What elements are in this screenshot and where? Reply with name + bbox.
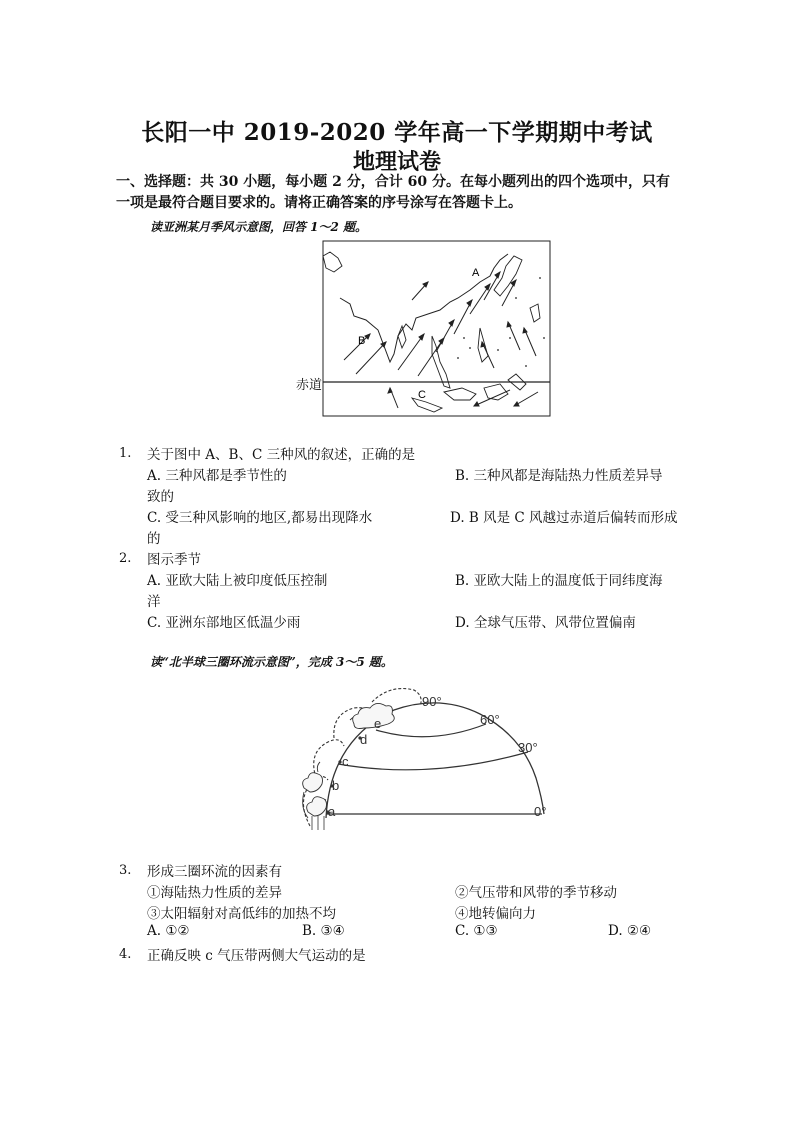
q4-number: 4.: [119, 947, 132, 962]
group2-lead: 读“北半球三圈环流示意图”，完成 3～5 题。: [150, 655, 393, 669]
lat-label-0: 0°: [534, 804, 547, 819]
exam-subtitle: 地理试卷: [352, 149, 441, 175]
latitude-60: [376, 724, 486, 737]
point-label-c: c: [342, 754, 349, 769]
q1-option-a: A. 三种风都是季节性的: [147, 468, 287, 484]
exam-title: 长阳一中 2019-2020 学年高一下学期期中考试: [141, 119, 653, 146]
point-label-d: d: [360, 732, 368, 747]
q1-number: 1.: [119, 446, 132, 461]
q1-option-c: C. 受三种风影响的地区,都易出现降水: [147, 510, 373, 526]
q2-option-a: A. 亚欧大陆上被印度低压控制: [147, 573, 328, 589]
lat-label-90: 90°: [422, 694, 442, 709]
q1-option-b-cont: 致的: [147, 489, 174, 505]
map-label-c: C: [418, 389, 426, 401]
lat-label-30: 30°: [518, 740, 538, 755]
q3-item-2: ②气压带和风带的季节移动: [455, 885, 617, 901]
q1-option-b: B. 三种风都是海陆热力性质差异导: [455, 468, 663, 484]
map-label-b: B: [358, 335, 366, 347]
q2-stem: 图示季节: [147, 552, 201, 568]
latitude-30: [338, 752, 528, 770]
circulation-diagram: [290, 680, 560, 840]
point-label-b: b: [332, 778, 340, 793]
q2-option-a-cont: 洋: [147, 594, 161, 610]
q2-option-d: D. 全球气压带、风带位置偏南: [455, 615, 636, 631]
lat-label-60: 60°: [480, 712, 500, 727]
map-label-a: A: [472, 267, 480, 279]
point-label-e: e: [374, 716, 382, 731]
q1-option-d-cont: 的: [147, 531, 161, 547]
q3-option-c: C. ①③: [455, 923, 498, 939]
q1-option-d: D. B 风是 C 风越过赤道后偏转而形成: [450, 510, 678, 526]
q4-stem: 正确反映 c 气压带两侧大气运动的是: [147, 948, 366, 964]
group1-lead: 读亚洲某月季风示意图，回答 1～2 题。: [150, 220, 368, 234]
q2-option-b: B. 亚欧大陆上的温度低于同纬度海: [455, 573, 663, 589]
monsoon-map: [294, 238, 556, 420]
section-instructions: 一、选择题：共 30 小题，每小题 2 分，合计 60 分。在每小题列出的四个选项中，只有一项是最符合题目要求的。请将正确答案的序号涂写在答题卡上。: [116, 174, 670, 211]
point-label-a: a: [328, 804, 336, 819]
q3-item-3: ③太阳辐射对高低纬的加热不均: [147, 906, 336, 922]
q2-option-c: C. 亚洲东部地区低温少雨: [147, 615, 301, 631]
q3-option-d: D. ②④: [608, 923, 652, 939]
q3-number: 3.: [119, 863, 132, 878]
q3-option-b: B. ③④: [302, 923, 345, 939]
q3-item-1: ①海陆热力性质的差异: [147, 885, 282, 901]
equator-label: 赤道: [296, 378, 323, 393]
q3-stem: 形成三圈环流的因素有: [147, 864, 282, 880]
q1-stem: 关于图中 A、B、C 三种风的叙述，正确的是: [147, 447, 416, 463]
q3-option-a: A. ①②: [147, 923, 190, 939]
q2-number: 2.: [119, 551, 132, 566]
q3-item-4: ④地转偏向力: [455, 906, 536, 922]
